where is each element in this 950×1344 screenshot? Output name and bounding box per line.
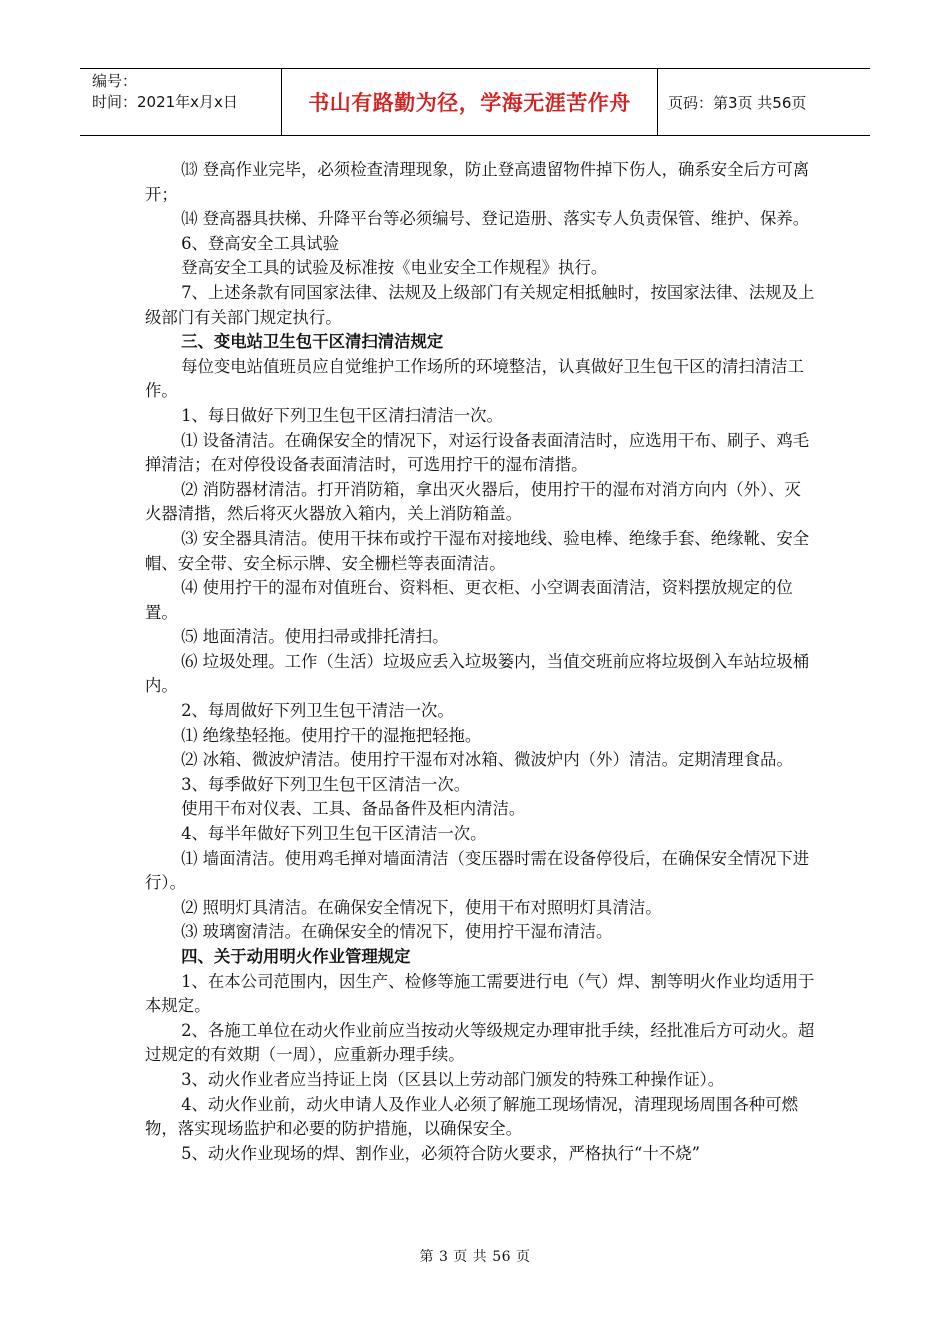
- body-paragraph: 1、在本公司范围内，因生产、检修等施工需要进行电（气）焊、割等明火作业均适用于本规定。: [145, 971, 815, 1016]
- header-time-label: 时间：2021年x月x日: [92, 93, 238, 111]
- body-paragraph: ⑶ 安全器具清洁。使用干抹布或拧干湿布对接地线、验电棒、绝缘手套、绝缘靴、安全帽、安全带、安全标示牌、安全栅栏等表面清洁。: [145, 528, 810, 573]
- header-meta: [80, 69, 282, 135]
- page-header: [80, 68, 870, 136]
- body-paragraph: 2、各施工单位在动火作业前应当按动火等级规定办理审批手续，经批准后方可动火。超过规定的有效期（一周），应重新办理手续。: [145, 1020, 815, 1065]
- body-paragraph: ⒁ 登高器具扶梯、升降平台等必须编号、登记造册、落实专人负责保管、维护、保养。: [181, 209, 810, 229]
- body-paragraph: 4、动火作业前，动火申请人及作业人必须了解施工现场情况，清理现场周围各种可燃物，落实现场监护和必要的防护措施，以确保安全。: [145, 1094, 798, 1139]
- body-paragraph: 登高安全工具的试验及标准按《电业安全工作规程》执行。: [181, 258, 608, 278]
- body-paragraph: ⑹ 垃圾处理。工作（生活）垃圾应丢入垃圾篓内，当值交班前应将垃圾倒入车站垃圾桶内。: [145, 651, 810, 696]
- body-paragraph: 每位变电站值班员应自觉维护工作场所的环境整洁，认真做好卫生包干区的清扫清洁工作。: [145, 356, 804, 401]
- body-paragraph: 3、每季做好下列卫生包干区清洁一次。: [181, 774, 471, 794]
- body-paragraph: ⑴ 墙面清洁。使用鸡毛掸对墙面清洁（变压器时需在设备停役后，在确保安全情况下进行）。: [145, 848, 810, 893]
- header-code-label: 编号：: [92, 72, 138, 90]
- body-paragraph: ⑸ 地面清洁。使用扫帚或排托清扫。: [181, 627, 449, 647]
- section-heading: 三、变电站卫生包干区清扫清洁规定: [181, 332, 444, 352]
- body-paragraph: ⑵ 消防器材清洁。打开消防箱，拿出灭火器后，使用拧干的湿布对消方向内（外）、灭火器清揩，然后将灭火器放入箱内，关上消防箱盖。: [145, 479, 801, 524]
- body-paragraph: ⑵ 照明灯具清洁。在确保安全情况下，使用干布对照明灯具清洁。: [181, 897, 662, 917]
- body-paragraph: 3、动火作业者应当持证上岗（区县以上劳动部门颁发的特殊工种操作证）。: [181, 1069, 725, 1089]
- body-paragraph: 使用干布对仪表、工具、备品备件及柜内清洁。: [181, 799, 526, 819]
- body-paragraph: ⑶ 玻璃窗清洁。在确保安全的情况下，使用拧干湿布清洁。: [181, 922, 613, 942]
- header-page-info: 页码：第3页 共56页: [668, 93, 807, 112]
- body-paragraph: 6、登高安全工具试验: [181, 233, 340, 253]
- body-paragraph: ⑷ 使用拧干的湿布对值班台、资料柜、更衣柜、小空调表面清洁，资料摆放规定的位置。: [145, 578, 793, 622]
- body-paragraph: 1、每日做好下列卫生包干区清扫清洁一次。: [181, 405, 503, 425]
- header-motto: 书山有路勤为径，学海无涯苦作舟: [282, 69, 658, 135]
- page-footer: 第 3 页 共 56 页: [419, 1249, 531, 1265]
- body-paragraph: ⑴ 设备清洁。在确保安全的情况下，对运行设备表面清洁时，应选用干布、刷子、鸡毛掸清洁；在对停役设备表面清洁时，可选用拧干的湿布清揩。: [145, 430, 810, 475]
- body-paragraph: 7、上述条款有同国家法律、法规及上级部门有关规定相抵触时，按国家法律、法规及上级部门有关部门规定执行。: [145, 282, 815, 327]
- body-paragraph: 2、每周做好下列卫生包干清洁一次。: [181, 701, 454, 721]
- body-paragraph: ⒀ 登高作业完毕，必须检查清理现象，防止登高遗留物件掉下伤人，确系安全后方可离开；: [145, 160, 810, 204]
- body-paragraph: ⑵ 冰箱、微波炉清洁。使用拧干湿布对冰箱、微波炉内（外）清洁。定期清理食品。: [181, 750, 793, 770]
- body-paragraph: 5、动火作业现场的焊、割作业，必须符合防火要求，严格执行“十不烧”: [181, 1143, 700, 1163]
- document-body: [145, 158, 815, 1166]
- section-heading: 四、关于动用明火作业管理规定: [181, 947, 411, 966]
- body-paragraph: 4、每半年做好下列卫生包干区清洁一次。: [181, 824, 487, 844]
- body-paragraph: ⑴ 绝缘垫轻拖。使用拧干的湿拖把轻拖。: [181, 725, 482, 745]
